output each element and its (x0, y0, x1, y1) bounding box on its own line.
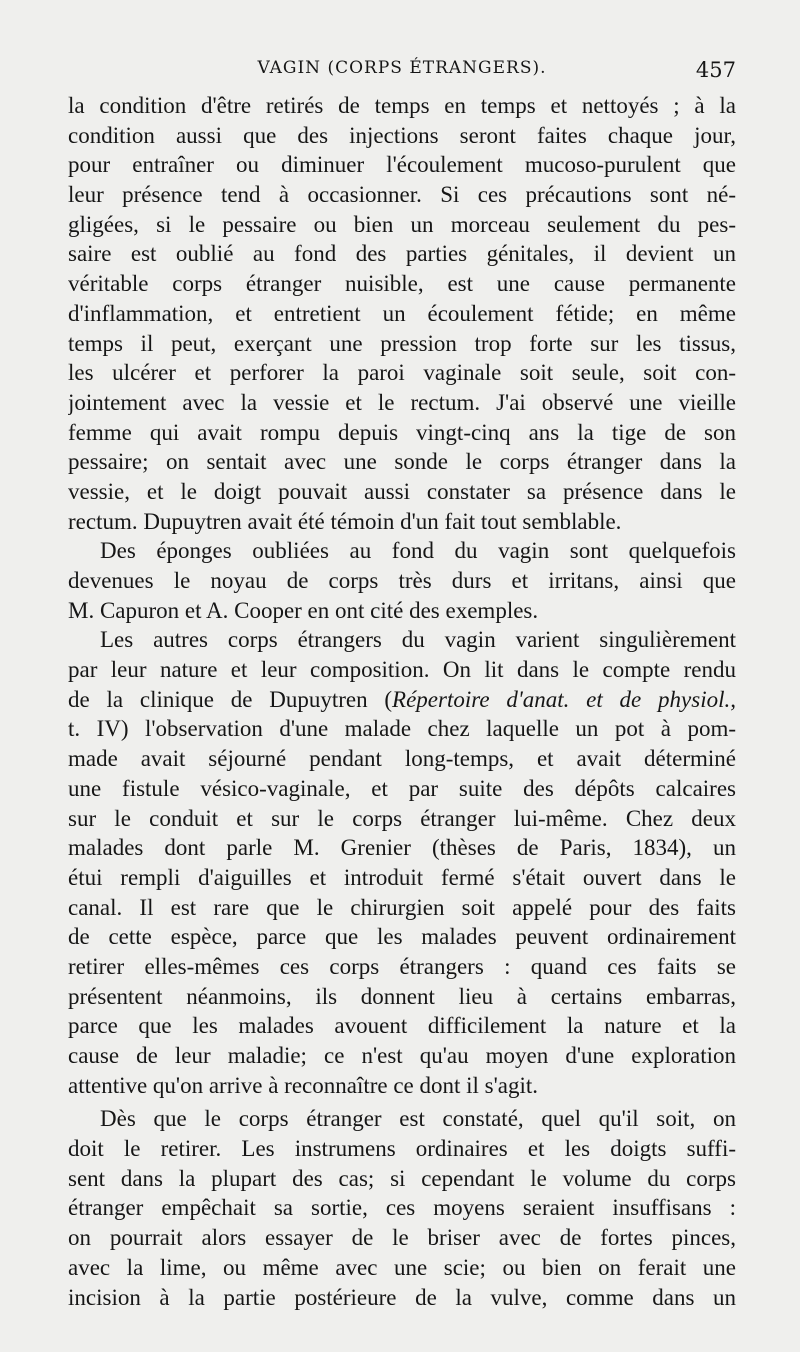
text-line (68, 1253, 736, 1283)
text-line (68, 1011, 736, 1041)
text-line (68, 625, 736, 655)
running-title: VAGIN (CORPS ÉTRANGERS). (257, 58, 547, 78)
text-line (68, 91, 736, 121)
line-text: jointement avec la vessie et le rectum. J'ai observé une vieille (68, 389, 736, 415)
line-text: sur le conduit et sur le corps étranger lui-même. Chez deux (68, 805, 736, 831)
text-line (68, 922, 736, 952)
line-text: de cette espèce, parce que les malades peuvent ordinairement (68, 924, 736, 950)
text-line (68, 150, 736, 180)
line-text: malades dont parle M. Grenier (thèses de Paris, 1834), un (68, 835, 736, 861)
text-line (68, 418, 736, 448)
text-line (68, 1283, 736, 1313)
text-line (68, 1164, 736, 1194)
line-text: d'inflammation, et entretient un écoulement fétide; en même (68, 300, 736, 326)
line-text: gligées, si le pessaire ou bien un morceau seulement du pes- (68, 211, 736, 237)
line-text: made avait séjourné pendant long-temps, et avait déterminé (68, 746, 736, 772)
text-line (68, 566, 736, 596)
line-text: Des éponges oubliées au fond du vagin sont quelquefois (100, 538, 736, 564)
line-text: la condition d'être retirés de temps en temps et nettoyés ; à la (68, 93, 736, 118)
line-text: Dès que le corps étranger est constaté, quel qu'il soit, on (100, 1106, 736, 1132)
line-text: véritable corps étranger nuisible, est une cause permanente (68, 271, 736, 297)
line-text: parce que les malades avouent difficilement la nature et la (68, 1013, 736, 1039)
line-text: étranger empêchait sa sortie, ces moyens seraient insuffisans : (68, 1195, 736, 1221)
line-text: de la clinique de Dupuytren ( (68, 686, 393, 712)
text-line (68, 804, 736, 834)
text-line (68, 358, 736, 388)
line-text: présentent néanmoins, ils donnent lieu à certains embarras, (68, 983, 736, 1009)
text-line (68, 536, 736, 566)
text-line (68, 388, 736, 418)
line-text: canal. Il est rare que le chirurgien soit appelé pour des faits (68, 894, 736, 920)
text-line (68, 1071, 736, 1101)
line-text: saire est oublié au fond des parties génitales, il devient un (68, 241, 736, 267)
text-line (68, 863, 736, 893)
line-text: Les autres corps étrangers du vagin varient singulièrement (100, 627, 736, 653)
line-text: M. Capuron et A. Cooper en ont cité des exemples. (68, 597, 539, 623)
line-text: par leur nature et leur composition. On lit dans le compte rendu (68, 657, 736, 683)
text-line (68, 982, 736, 1012)
text-line (68, 685, 736, 715)
text-line (68, 1104, 736, 1134)
line-text: devenues le noyau de corps très durs et irritans, ainsi que (68, 568, 736, 593)
text-line (68, 180, 736, 210)
line-text: attentive qu'on arrive à reconnaître ce dont il s'agit. (68, 1072, 539, 1098)
line-text: étui rempli d'aiguilles et introduit fermé s'était ouvert dans le (68, 864, 736, 890)
text-line (68, 477, 736, 507)
text-line (68, 329, 736, 359)
line-text: leur présence tend à occasionner. Si ces précautions sont né- (68, 182, 736, 208)
text-line (68, 1223, 736, 1253)
line-text: pessaire; on sentait avec une sonde le corps étranger dans la (68, 449, 736, 475)
page-number: 457 (695, 58, 736, 82)
body-text (68, 91, 736, 1312)
line-text: avec la lime, ou même avec une scie; ou bien on ferait une (68, 1254, 736, 1280)
text-line (68, 833, 736, 863)
line-text: t. IV) l'observation d'une malade chez laquelle un pot à pom- (68, 716, 736, 742)
text-line (68, 893, 736, 923)
line-text: on pourrait alors essayer de le briser avec de fortes pinces, (68, 1225, 736, 1251)
line-text: condition aussi que des injections seront faites chaque jour, (68, 122, 736, 148)
text-line (68, 210, 736, 240)
text-line (68, 744, 736, 774)
line-text: une fistule vésico-vaginale, et par suite des dépôts calcaires (68, 775, 736, 801)
line-italic-citation: Répertoire d'anat. et de physiol., (392, 686, 736, 712)
line-text: doit le retirer. Les instrumens ordinaires et les doigts suffi- (68, 1136, 736, 1162)
text-line (68, 239, 736, 269)
line-text: incision à la partie postérieure de la vulve, comme dans un (68, 1284, 736, 1310)
text-line (68, 1193, 736, 1223)
line-text: cause de leur maladie; ce n'est qu'au moyen d'une exploration (68, 1043, 736, 1068)
text-line (68, 774, 736, 804)
line-text: temps il peut, exerçant une pression trop forte sur les tissus, (68, 330, 736, 356)
text-line (68, 507, 736, 537)
running-head (68, 58, 736, 86)
line-text: vessie, et le doigt pouvait aussi constater sa présence dans le (68, 478, 736, 504)
line-text: retirer elles-mêmes ces corps étrangers : quand ces faits se (68, 953, 736, 979)
line-text: pour entraîner ou diminuer l'écoulement mucoso-purulent que (68, 152, 736, 178)
text-line (68, 269, 736, 299)
text-line (68, 952, 736, 982)
line-text: les ulcérer et perforer la paroi vaginale soit seule, soit con- (68, 360, 736, 386)
line-text: femme qui avait rompu depuis vingt-cinq ans la tige de son (68, 419, 736, 445)
text-line (68, 447, 736, 477)
text-line (68, 1134, 736, 1164)
text-line (68, 299, 736, 329)
text-line (68, 596, 736, 626)
text-line (68, 655, 736, 685)
text-line (68, 714, 736, 744)
text-line (68, 121, 736, 151)
line-text: sent dans la plupart des cas; si cependant le volume du corps (68, 1165, 736, 1191)
line-text: rectum. Dupuytren avait été témoin d'un fait tout semblable. (68, 508, 622, 534)
text-line (68, 1041, 736, 1071)
